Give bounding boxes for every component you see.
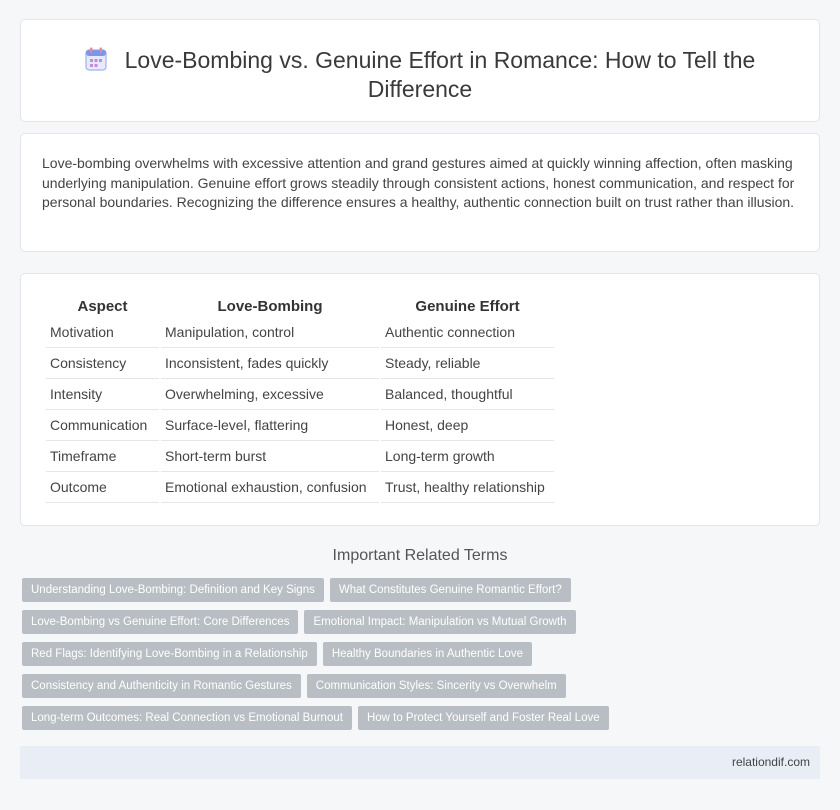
cell-aspect: Consistency <box>46 348 159 379</box>
cell-love-bombing: Emotional exhaustion, confusion <box>161 472 379 503</box>
header-card <box>20 19 820 122</box>
related-term-link[interactable]: What Constitutes Genuine Romantic Effort? <box>330 578 571 602</box>
header-aspect: Aspect <box>77 297 128 315</box>
cell-love-bombing: Overwhelming, excessive <box>161 379 379 410</box>
cell-genuine-effort: Steady, reliable <box>381 348 554 379</box>
related-term-link[interactable]: Healthy Boundaries in Authentic Love <box>323 642 532 666</box>
footer-site-link[interactable]: relationdif.com <box>731 755 810 769</box>
related-term-link[interactable]: Understanding Love-Bombing: Definition and Key Signs <box>22 578 324 602</box>
tag-row <box>22 642 642 666</box>
cell-love-bombing: Surface-level, flattering <box>161 410 379 441</box>
cell-aspect: Motivation <box>46 317 159 348</box>
comparison-table <box>44 295 556 503</box>
cell-love-bombing: Inconsistent, fades quickly <box>161 348 379 379</box>
table-row <box>46 472 554 503</box>
related-term-link[interactable]: Emotional Impact: Manipulation vs Mutual Growth <box>304 610 575 634</box>
footer <box>20 746 820 779</box>
cell-genuine-effort: Trust, healthy relationship <box>381 472 554 503</box>
page-title <box>21 46 819 104</box>
cell-genuine-effort: Authentic connection <box>381 317 554 348</box>
cell-aspect: Timeframe <box>46 441 159 472</box>
table-row <box>46 410 554 441</box>
tag-row <box>22 578 642 602</box>
comparison-card <box>20 273 820 526</box>
tag-row <box>22 706 642 730</box>
related-term-link[interactable]: Communication Styles: Sincerity vs Overwhelm <box>307 674 566 698</box>
table-row <box>46 348 554 379</box>
related-term-link[interactable]: Consistency and Authenticity in Romantic Gestures <box>22 674 301 698</box>
cell-love-bombing: Manipulation, control <box>161 317 379 348</box>
title-text: Love-Bombing vs. Genuine Effort in Romance: How to Tell the Difference <box>124 47 756 102</box>
related-term-link[interactable]: Long-term Outcomes: Real Connection vs Emotional Burnout <box>22 706 352 730</box>
related-term-link[interactable]: Red Flags: Identifying Love-Bombing in a Relationship <box>22 642 317 666</box>
related-terms-title: Important Related Terms <box>332 547 508 564</box>
related-term-link[interactable]: Love-Bombing vs Genuine Effort: Core Differences <box>22 610 298 634</box>
table-row <box>46 441 554 472</box>
cell-love-bombing: Short-term burst <box>161 441 379 472</box>
table-header-row <box>46 295 554 317</box>
cell-genuine-effort: Balanced, thoughtful <box>381 379 554 410</box>
tag-row <box>22 674 642 698</box>
table-row <box>46 317 554 348</box>
cell-genuine-effort: Honest, deep <box>381 410 554 441</box>
intro-text: Love-bombing overwhelms with excessive attention and grand gestures aimed at quickly winning affection, often masking underlying manipulation. Genuine effort grows steadily through consistent actions, honest communication, and respect for personal boundaries. Recognizing the difference ensures a healthy, authentic connection built on trust rather than illusion. <box>42 155 795 210</box>
table-row <box>46 379 554 410</box>
intro-card <box>20 133 820 252</box>
related-term-link[interactable]: How to Protect Yourself and Foster Real Love <box>358 706 609 730</box>
header-love-bombing: Love-Bombing <box>217 297 323 315</box>
cell-genuine-effort: Long-term growth <box>381 441 554 472</box>
tag-row <box>22 610 642 634</box>
calendar-icon <box>85 47 107 71</box>
related-terms-list <box>22 578 642 738</box>
cell-aspect: Outcome <box>46 472 159 503</box>
cell-aspect: Intensity <box>46 379 159 410</box>
cell-aspect: Communication <box>46 410 159 441</box>
header-genuine-effort: Genuine Effort <box>415 297 520 315</box>
